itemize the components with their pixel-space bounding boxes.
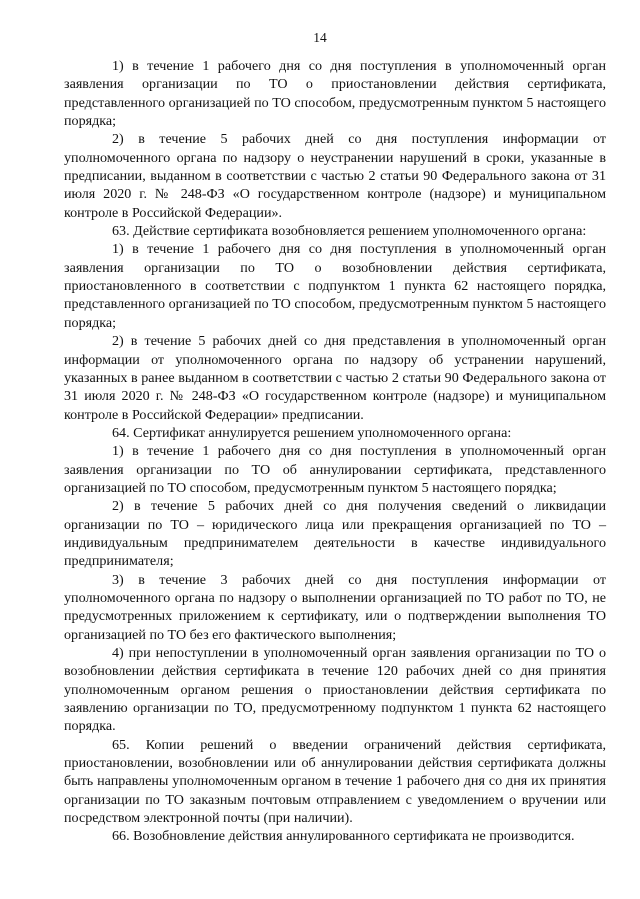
paragraph-62-1: 1) в течение 1 рабочего дня со дня поступления в уполномоченный орган заявления организации по ТО о приостановлении действия сертификата, представленного организацией по ТО способом, предусмотренным пунктом 5 настоящего порядка; bbox=[64, 58, 606, 130]
paragraph-65: 65. Копии решений о введении ограничений действия сертификата, приостановлении, возобновлении или об аннулировании действия сертификата должны быть направлены уполномоченным органом в течение 1 рабочего дня со дня их принятия организации по ТО заказным почтовым отправлением с уведомлением о вручении или посредством электронной почты (при наличии). bbox=[64, 736, 606, 827]
paragraph-64: 64. Сертификат аннулируется решением уполномоченного органа: bbox=[112, 424, 512, 441]
paragraph-63: 63. Действие сертификата возобновляется решением уполномоченного органа: bbox=[112, 223, 587, 240]
page-number: 14 bbox=[313, 30, 327, 45]
paragraph-64-4: 4) при непоступлении в уполномоченный орган заявления организации по ТО о возобновлении действия сертификата в течение 120 рабочих дней со дня принятия уполномоченным органом решения о приостановлении действия сертификата по заявлению организации по ТО, предусмотренному подпунктом 1 пункта 62 настоящего порядка. bbox=[64, 645, 606, 735]
paragraph-62-2: 2) в течение 5 рабочих дней со дня поступления информации от уполномоченного органа по надзору о неустранении нарушений в сроки, указанные в предписании, выданном в соответствии с частью 2 статьи 90 Федерального закона от 31 июля 2020 г. № 248-ФЗ «О государственном контроле (надзоре) и муниципальном контроле в Российской Федерации». bbox=[64, 131, 606, 221]
paragraph-64-2: 2) в течение 5 рабочих дней со дня получения сведений о ликвидации организации по ТО – юридического лица или прекращения организацией по ТО – индивидуальным предпринимателем деятельности в качестве индивидуального предпринимателя; bbox=[64, 498, 606, 570]
document-body bbox=[64, 57, 606, 846]
paragraph-64-1: 1) в течение 1 рабочего дня со дня поступления в уполномоченный орган заявления организации по ТО об аннулировании сертификата, представленного организацией по ТО способом, предусмотренным пунктом 5 настоящего порядка; bbox=[64, 443, 606, 496]
paragraph-66: 66. Возобновление действия аннулированного сертификата не производится. bbox=[112, 828, 575, 845]
paragraph-64-3: 3) в течение 3 рабочих дней со дня поступления информации от уполномоченного органа по надзору о выполнении организацией по ТО работ по ТО, не предусмотренных приложением к сертификату, или о подтверждении выполнения ТО организацией по ТО без его фактического выполнения; bbox=[64, 571, 606, 643]
paragraph-63-2: 2) в течение 5 рабочих дней со дня представления в уполномоченный орган информации от уполномоченного органа по надзору об устранении нарушений, указанных в ранее выданном в соответствии с частью 2 статьи 90 Федерального закона от 31 июля 2020 г. № 248-ФЗ «О государственном контроле (надзоре) и муниципальном контроле в Российской Федерации» предписании. bbox=[64, 333, 606, 423]
paragraph-63-1: 1) в течение 1 рабочего дня со дня поступления в уполномоченный орган заявления организации по ТО о возобновлении действия сертификата, приостановленного в соответствии с подпунктом 1 пункта 62 настоящего порядка, представленного организацией по ТО способом, предусмотренным пунктом 5 настоящего порядка; bbox=[64, 241, 606, 331]
